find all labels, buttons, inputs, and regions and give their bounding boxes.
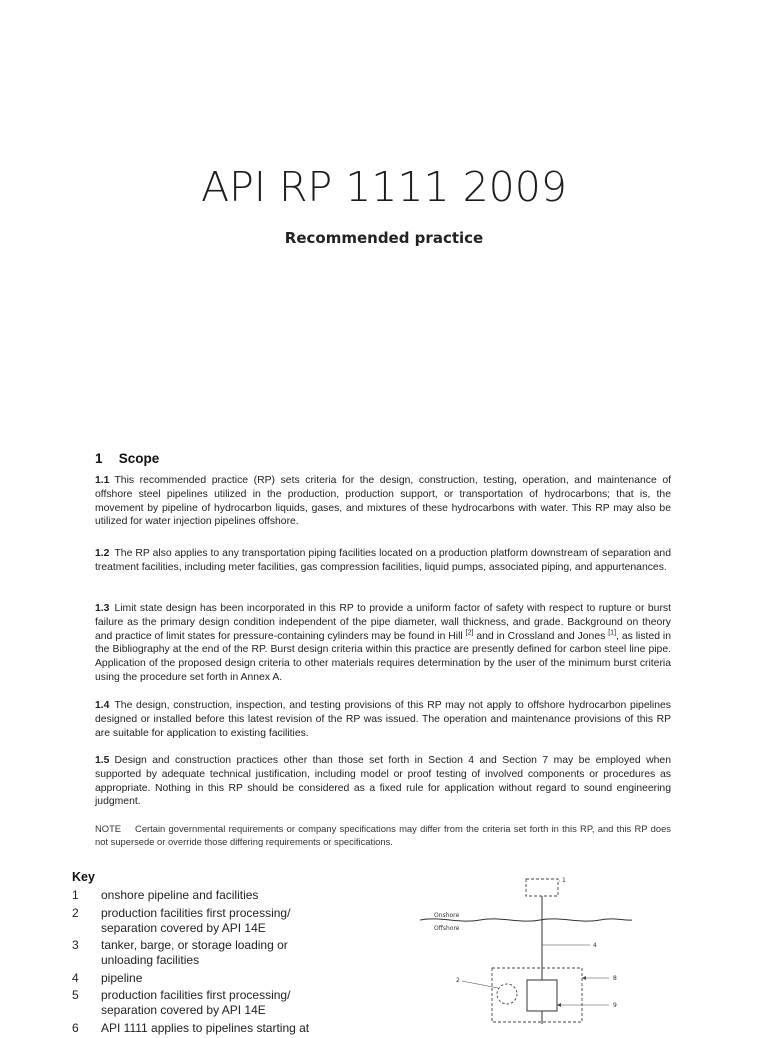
paragraph-text: The design, construction, inspection, and testing provisions of this RP may not apply to offshore hydrocarbon pipelines designed or installed before this latest revision of the RP was issued. The operation and maintenance provisions of this RP are suitable for application to existing facilities. — [95, 700, 671, 739]
paragraph-number: 1.5 — [95, 755, 110, 766]
key-text: production facilities first processing/ separation covered by API 14E — [101, 988, 291, 1017]
key-number: 5 — [72, 988, 79, 1002]
paragraph-text: Limit state design has been incorporated in this RP to provide a uniform factor of safety with respect to rupture or burst failure as the primary design condition independent of the pipe diameter, wall thickness, and grade. Background on theory and practice of limit states for pressure-containing cylinders may be found in Hill — [95, 603, 671, 642]
key-item — [72, 988, 332, 1018]
callout-leader — [462, 981, 498, 988]
paragraph-1-3 — [95, 602, 671, 685]
paragraph-1-4 — [95, 699, 671, 740]
key-item — [72, 971, 332, 986]
onshore-label: Onshore — [434, 912, 460, 919]
paragraph-number: 1.4 — [95, 700, 110, 711]
key-number: 1 — [72, 888, 79, 902]
section-title: Scope — [118, 451, 160, 466]
pipeline-diagram — [410, 870, 650, 1024]
callout-label: 1 — [562, 877, 566, 884]
pipeline-diagram-svg — [410, 870, 650, 1024]
key-text: pipeline — [101, 970, 143, 985]
production-facility-box — [527, 980, 557, 1011]
paragraph-text: , as listed in the Bibliography at the end of the RP. Burst design criteria within this practice are presently defined for carbon steel line pipe. Application of the proposed design criteria to other materials requires determination by the user of the minimum burst criteria using the procedure set forth in Annex A. — [95, 630, 671, 683]
paragraph-1-5 — [95, 754, 671, 809]
arrow-head — [582, 976, 586, 980]
paragraph-text: Design and construction practices other than those set forth in Section 4 and Section 7 may be employed when supported by adequate technical justification, including model or proof testing of involved components or procedures as appropriate. Nothing in this RP should be considered as a fixed rule for application without regard to sound engineering judgment. — [95, 755, 671, 808]
citation-ref: [2] — [465, 629, 474, 637]
key-number: 3 — [72, 938, 79, 952]
callout-label: 9 — [613, 1002, 617, 1009]
offshore-label: Offshore — [434, 925, 460, 932]
key-list — [72, 888, 332, 1038]
callout-label: 8 — [613, 975, 617, 982]
paragraph-1-1 — [95, 474, 671, 529]
document-subtitle: Recommended practice — [284, 229, 484, 247]
key-item — [72, 938, 332, 968]
note-label: NOTE — [95, 823, 122, 834]
section-heading — [95, 451, 159, 466]
key-text: onshore pipeline and facilities — [101, 888, 259, 902]
paragraph-text: The RP also applies to any transportation piping facilities located on a production platform downstream of separation and treatment facilities, including meter facilities, gas compression facilities, liquid pumps, associated piping, and appurtenances. — [95, 548, 671, 573]
citation-ref: [1] — [608, 629, 617, 637]
key-item — [72, 1021, 332, 1036]
note — [95, 822, 671, 848]
paragraph-number: 1.1 — [95, 475, 110, 486]
document-title: API RP 1111 2009 — [201, 163, 567, 211]
key-item — [72, 906, 332, 936]
arrow-head — [557, 1003, 561, 1007]
key-text: production facilities first processing/ separation covered by API 14E — [101, 905, 291, 935]
shoreline — [420, 919, 632, 921]
key-number: 6 — [72, 1020, 79, 1035]
note-text: Certain governmental requirements or company specifications may differ from the criteria set forth in this RP, and this RP does not supersede or override those differing requirements or specifications. — [95, 823, 671, 847]
key-title: Key — [72, 870, 95, 884]
key-text: tanker, barge, or storage loading or unloading facilities — [101, 938, 288, 967]
key-text: API 1111 applies to pipelines starting at — [101, 1020, 310, 1035]
paragraph-text: and in Crossland and Jones — [476, 630, 606, 642]
key-number: 4 — [72, 970, 79, 985]
key-item — [72, 888, 332, 903]
paragraph-text: This recommended practice (RP) sets criteria for the design, construction, testing, operation, and maintenance of offshore steel pipelines utilized in the production, production support, or transportation of hydrocarbons; that is, the movement by pipeline of hydrocarbon liquids, gases, and mixtures of these hydrocarbons with water. This RP may also be utilized for water injection pipelines offshore. — [95, 475, 671, 528]
section-number: 1 — [95, 451, 103, 466]
processing-circle — [497, 984, 517, 1004]
paragraph-number: 1.2 — [95, 548, 110, 559]
callout-label: 4 — [593, 942, 597, 949]
key-number: 2 — [72, 905, 79, 920]
onshore-facility-box — [526, 879, 558, 896]
paragraph-number: 1.3 — [95, 603, 110, 614]
callout-label: 2 — [456, 977, 460, 984]
paragraph-1-2 — [95, 547, 671, 575]
